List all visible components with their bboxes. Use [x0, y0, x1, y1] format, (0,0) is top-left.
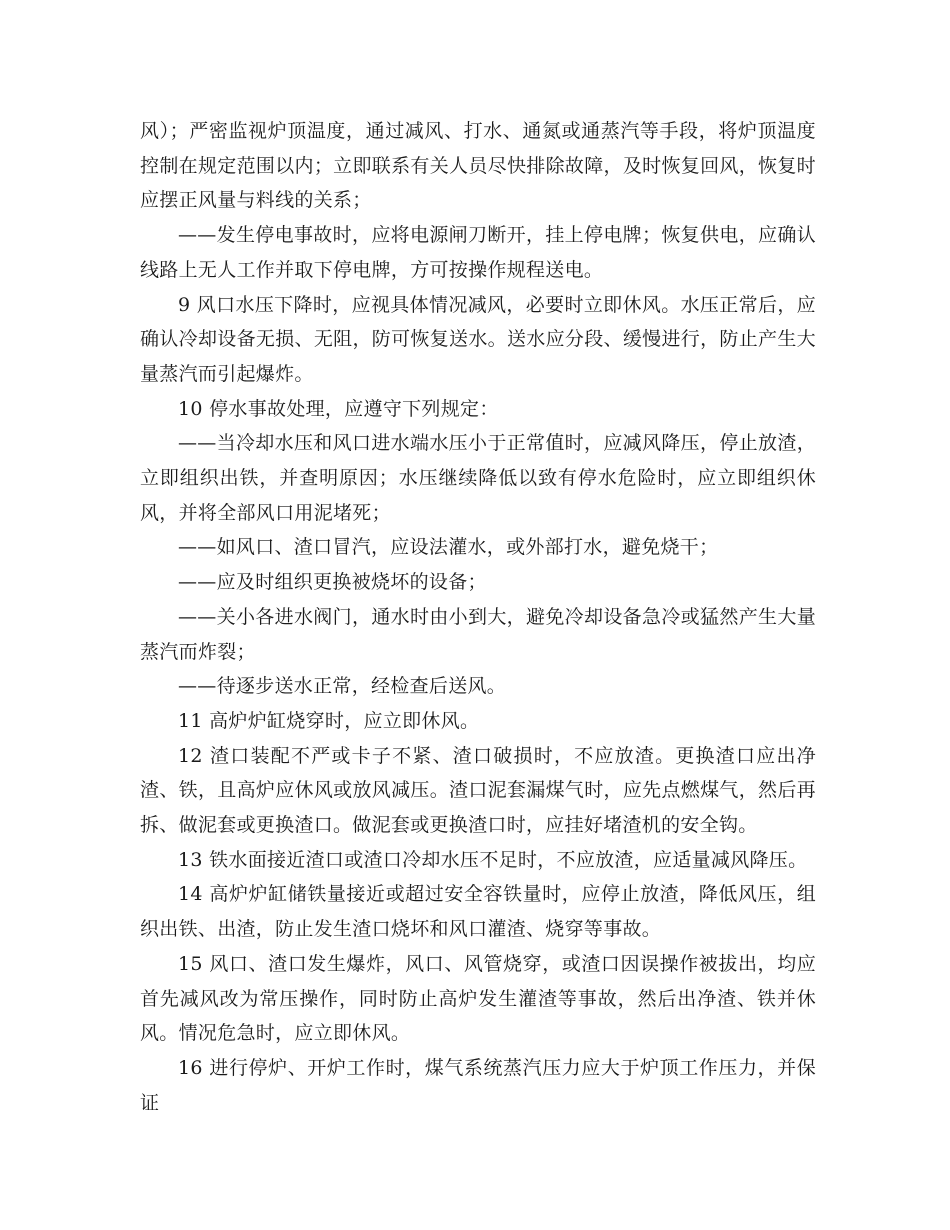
paragraph-3: 9 风口水压下降时，应视具体情况减风，必要时立即休风。水压正常后，应确认冷却设备无损、无阻，防可恢复送水。送水应分段、缓慢进行，防止产生大量蒸汽而引起爆炸。	[140, 293, 816, 385]
document-body	[140, 114, 816, 1120]
paragraph-8: ——关小各进水阀门，通水时由小到大，避免冷却设备急冷或猛然产生大量蒸汽而炸裂；	[140, 605, 816, 663]
paragraph-7: ——应及时组织更换被烧坏的设备；	[178, 571, 487, 594]
paragraph-15: 16 进行停炉、开炉工作时，煤气系统蒸汽压力应大于炉顶工作压力，并保证	[140, 1056, 816, 1114]
paragraph-1: 风）；严密监视炉顶温度，通过减风、打水、通氮或通蒸汽等手段，将炉顶温度控制在规定范围以内；立即联系有关人员尽快排除故障，及时恢复回风，恢复时应摆正风量与料线的关系；	[140, 120, 816, 212]
paragraph-10: 11 高炉炉缸烧穿时，应立即休风。	[178, 709, 480, 732]
paragraph-6: ——如风口、渣口冒汽，应设法灌水，或外部打水，避免烧干；	[178, 536, 719, 559]
paragraph-14: 15 风口、渣口发生爆炸，风口、风管烧穿，或渣口因误操作被拔出，均应首先减风改为常压操作，同时防止高炉发生灌渣等事故，然后出净渣、铁并休风。情况危急时，应立即休风。	[140, 952, 816, 1045]
paragraph-13: 14 高炉炉缸储铁量接近或超过安全容铁量时，应停止放渣，降低风压，组织出铁、出渣，防止发生渣口烧坏和风口灌渣、烧穿等事故。	[140, 883, 816, 941]
paragraph-4: 10 停水事故处理，应遵守下列规定：	[178, 397, 499, 420]
paragraph-5: ——当冷却水压和风口进水端水压小于正常值时，应减风降压，停止放渣，立即组织出铁，并查明原因；水压继续降低以致有停水危险时，应立即组织休风，并将全部风口用泥堵死；	[140, 432, 816, 524]
paragraph-2: ——发生停电事故时，应将电源闸刀断开，挂上停电牌；恢复供电，应确认线路上无人工作并取下停电牌，方可按操作规程送电。	[140, 224, 816, 281]
paragraph-12: 13 铁水面接近渣口或渣口冷却水压不足时，不应放渣，应适量减风降压。	[178, 848, 808, 871]
paragraph-11: 12 渣口装配不严或卡子不紧、渣口破损时，不应放渣。更换渣口应出净渣、铁，且高炉应休风或放风减压。渣口泥套漏煤气时，应先点燃煤气，然后再拆、做泥套或更换渣口。做泥套或更换渣口时，应挂好堵渣机的安全钩。	[140, 744, 816, 837]
paragraph-9: ——待逐步送水正常，经检查后送风。	[178, 675, 507, 698]
